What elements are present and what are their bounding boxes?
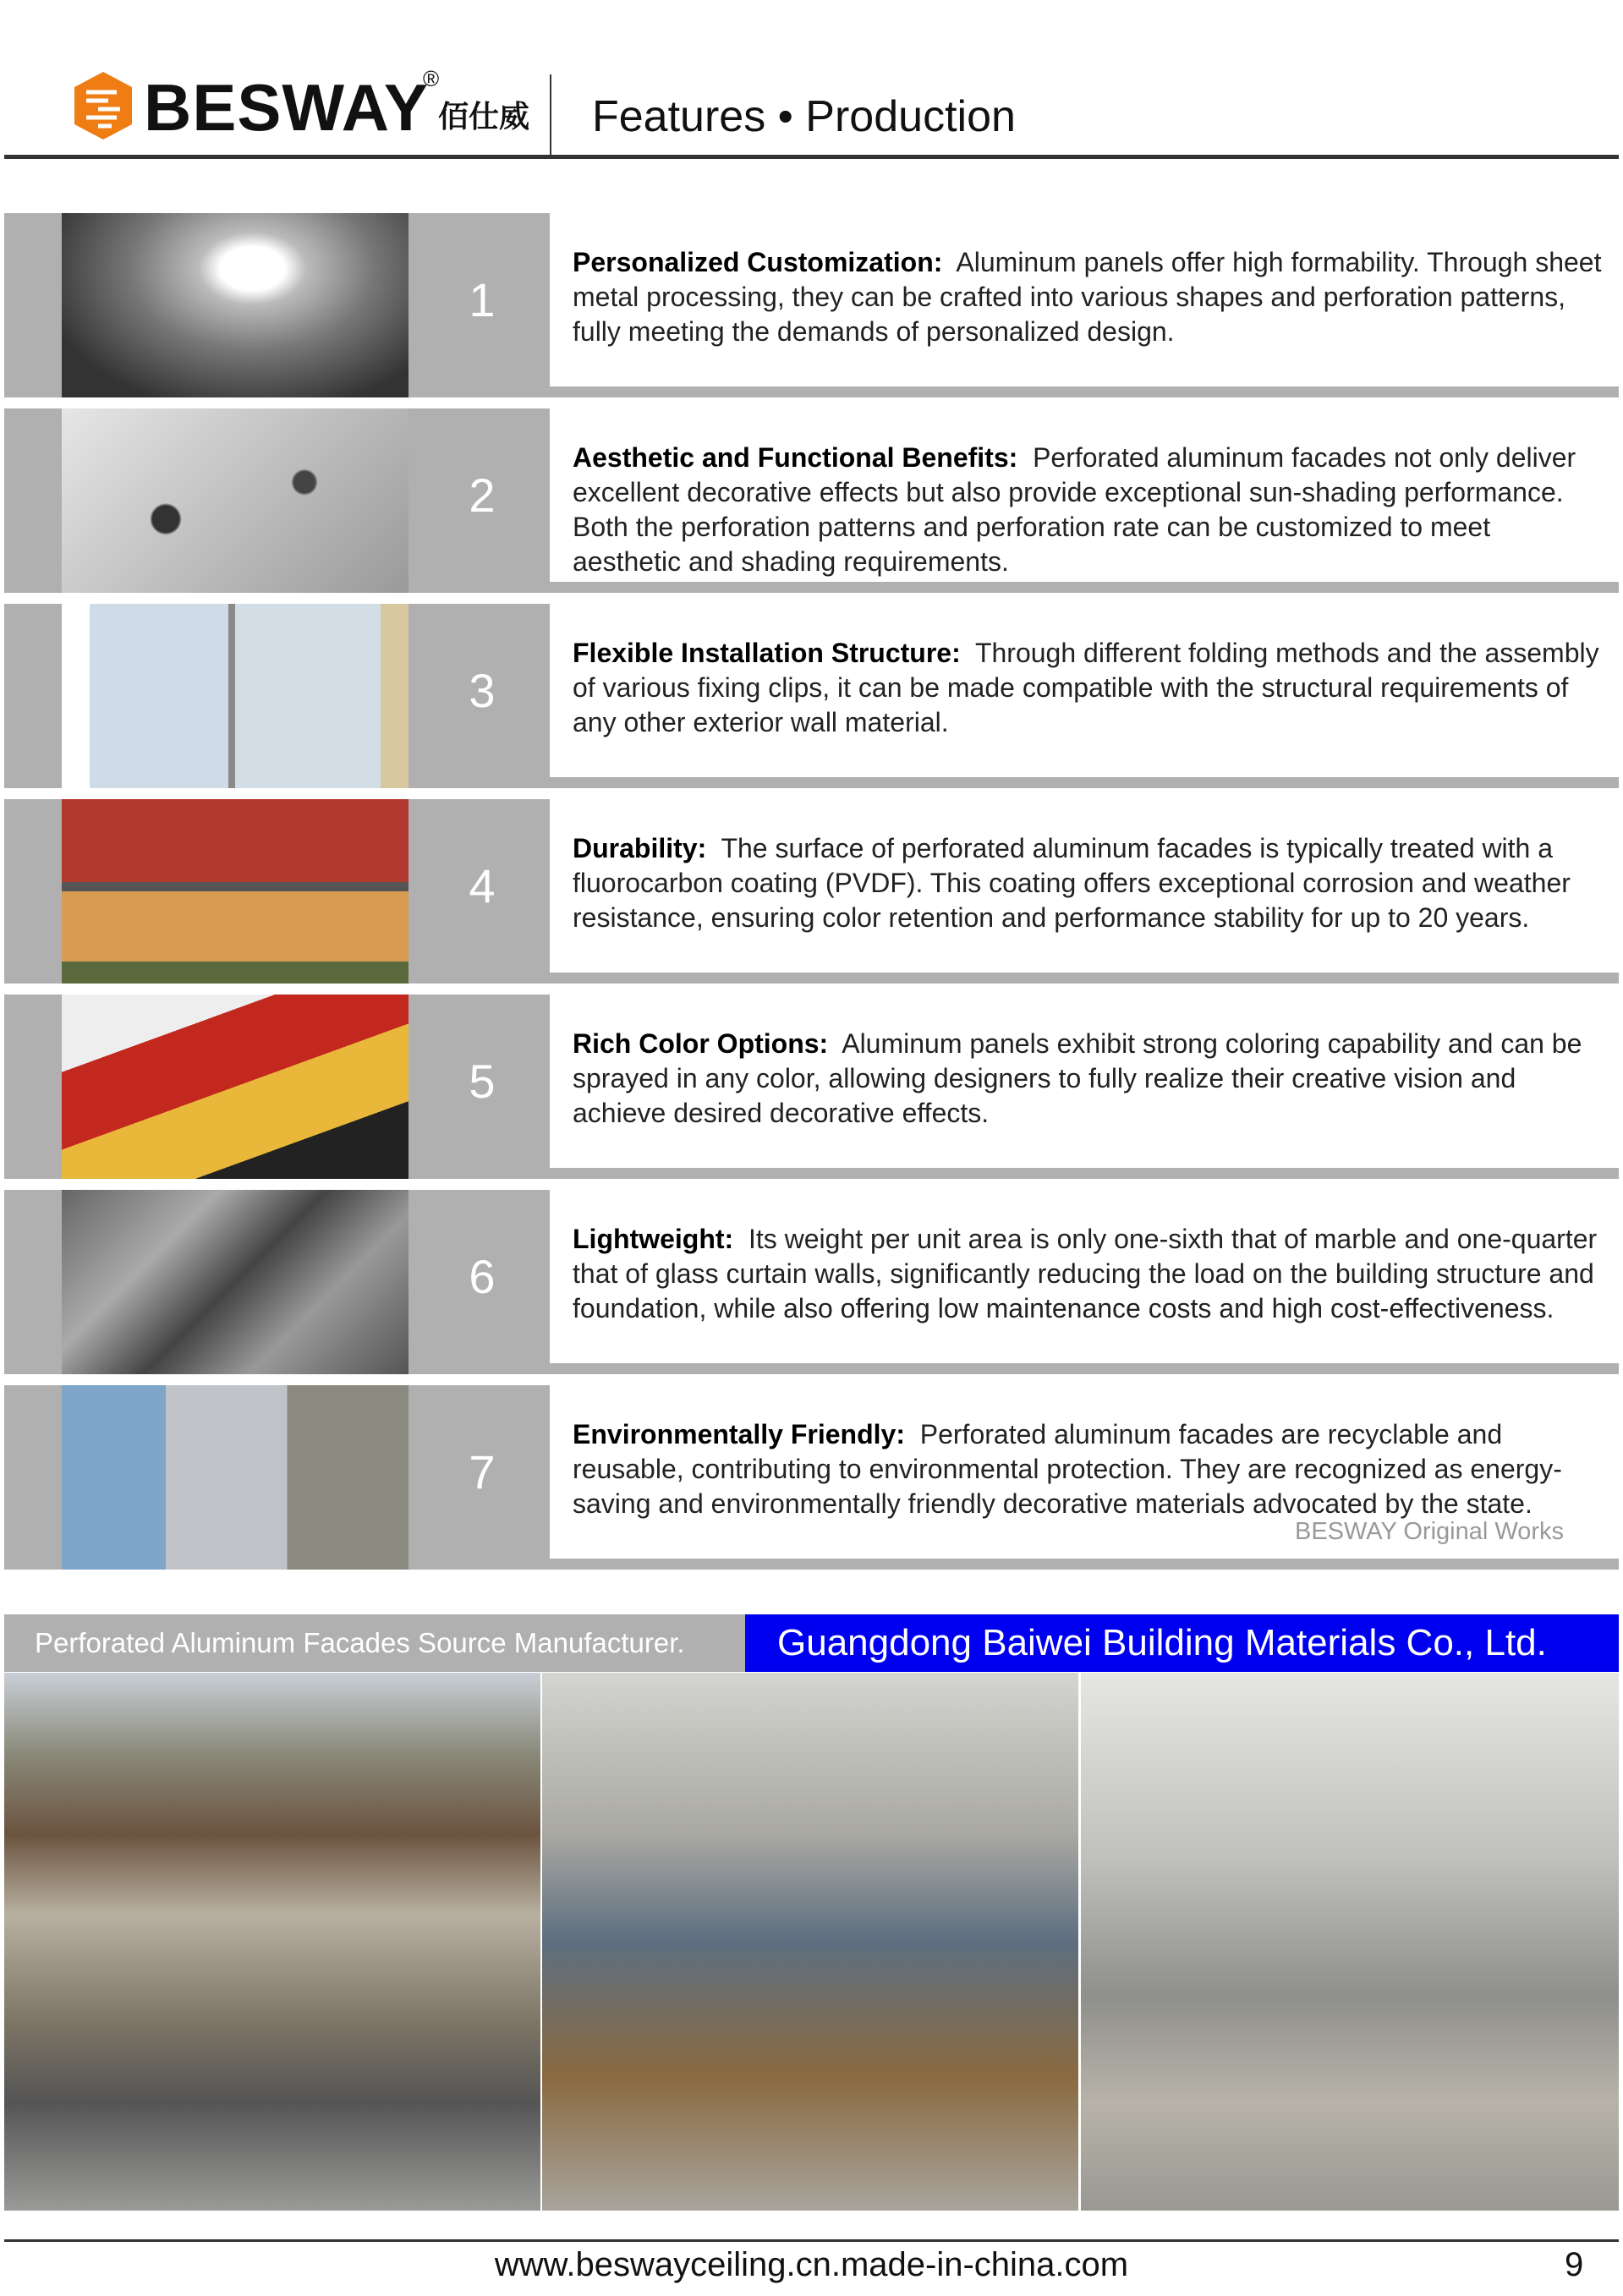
feature-photo (62, 995, 408, 1179)
row-underbar (550, 582, 1619, 593)
factory-gate-photo (4, 1673, 540, 2211)
feature-number: 2 (469, 469, 496, 522)
banner-company: Guangdong Baiwei Building Materials Co., Ltd. (745, 1614, 1619, 1672)
feature-body: Perforated aluminum facades not only deliver excellent decorative effects but also provide exceptional sun-shading performance. Both the perforation patterns and perforation rate can be customized to meet aesthetic and shading requirements. (573, 442, 1576, 577)
page-number: 9 (1565, 2246, 1584, 2283)
feature-number: 5 (469, 1055, 496, 1108)
header-divider (550, 74, 551, 156)
feature-photo (62, 408, 408, 593)
row-underbar (550, 386, 1619, 397)
row-underbar (550, 777, 1619, 788)
feature-body: Through different folding methods and the assembly of various fixing clips, it can be made compatible with the structural requirements of any other exterior wall material. (573, 638, 1599, 737)
feature-title: Durability: (573, 833, 707, 863)
feature-row (4, 995, 1619, 1179)
watermark-text: BESWAY Original Works (1294, 1518, 1564, 1545)
row-underbar (550, 1168, 1619, 1179)
feature-body: Aluminum panels offer high formability. Through sheet metal processing, they can be crafted into various shapes and perforation patterns, fully meeting the demands of personalized design. (573, 247, 1602, 347)
feature-description (573, 245, 1604, 349)
workshop-panels-photo (1081, 1673, 1619, 2211)
feature-description (573, 831, 1604, 935)
row-underbar (550, 1559, 1619, 1570)
feature-title: Environmentally Friendly: (573, 1419, 905, 1449)
feature-number: 4 (469, 859, 496, 912)
feature-description (573, 441, 1604, 579)
feature-number: 3 (469, 664, 496, 717)
feature-number: 7 (469, 1445, 496, 1499)
feature-description (573, 1417, 1604, 1521)
feature-title: Rich Color Options: (573, 1028, 829, 1059)
feature-description (573, 1222, 1604, 1326)
besway-logo-icon (74, 72, 132, 140)
banner-tagline: Perforated Aluminum Facades Source Manufacturer. (4, 1614, 745, 1672)
header-rule (4, 155, 1619, 159)
feature-description (573, 1027, 1604, 1131)
feature-body: Its weight per unit area is only one-sixth that of marble and one-quarter that of glass curtain walls, significantly reducing the load on the building structure and foundation, while also offering low maintenance costs and high cost-effectiveness. (573, 1224, 1598, 1323)
feature-photo (62, 1190, 408, 1374)
feature-row (4, 408, 1619, 593)
feature-row (4, 213, 1619, 397)
feature-body: The surface of perforated aluminum facades is typically treated with a fluorocarbon coating (PVDF). This coating offers exceptional corrosion and weather resistance, ensuring color retention and performance stability for up to 20 years. (573, 833, 1571, 933)
feature-photo (62, 213, 408, 397)
feature-row (4, 604, 1619, 788)
feature-photo (62, 1385, 408, 1570)
registered-mark: ® (423, 66, 440, 91)
workshop-machine-photo (542, 1673, 1078, 2211)
feature-photo (62, 799, 408, 984)
feature-title: Personalized Customization: (573, 247, 943, 277)
footer-url: www.beswayceiling.cn.made-in-china.com (494, 2246, 1129, 2283)
footer-rule (4, 2239, 1619, 2242)
feature-body: Perforated aluminum facades are recyclable and reusable, contributing to environmental protection. They are recognized as energy-saving and environmentally friendly decorative materials advocated by the state. (573, 1419, 1562, 1519)
feature-number: 6 (469, 1250, 496, 1303)
row-underbar (550, 973, 1619, 984)
feature-title: Lightweight: (573, 1224, 734, 1254)
feature-title: Flexible Installation Structure: (573, 638, 961, 668)
feature-title: Aesthetic and Functional Benefits: (573, 442, 1018, 473)
feature-description (573, 636, 1604, 740)
feature-photo (62, 604, 408, 788)
logo-text: BESWAY (144, 70, 429, 145)
logo-chinese: 佰仕威 (438, 99, 530, 134)
feature-body: Aluminum panels exhibit strong coloring capability and can be sprayed in any color, allowing designers to fully realize their creative vision and achieve desired decorative effects. (573, 1028, 1582, 1128)
feature-row (4, 1190, 1619, 1374)
feature-number: 1 (469, 273, 496, 326)
page-title: Features • Production (592, 92, 1016, 141)
feature-row (4, 799, 1619, 984)
row-underbar (550, 1363, 1619, 1374)
